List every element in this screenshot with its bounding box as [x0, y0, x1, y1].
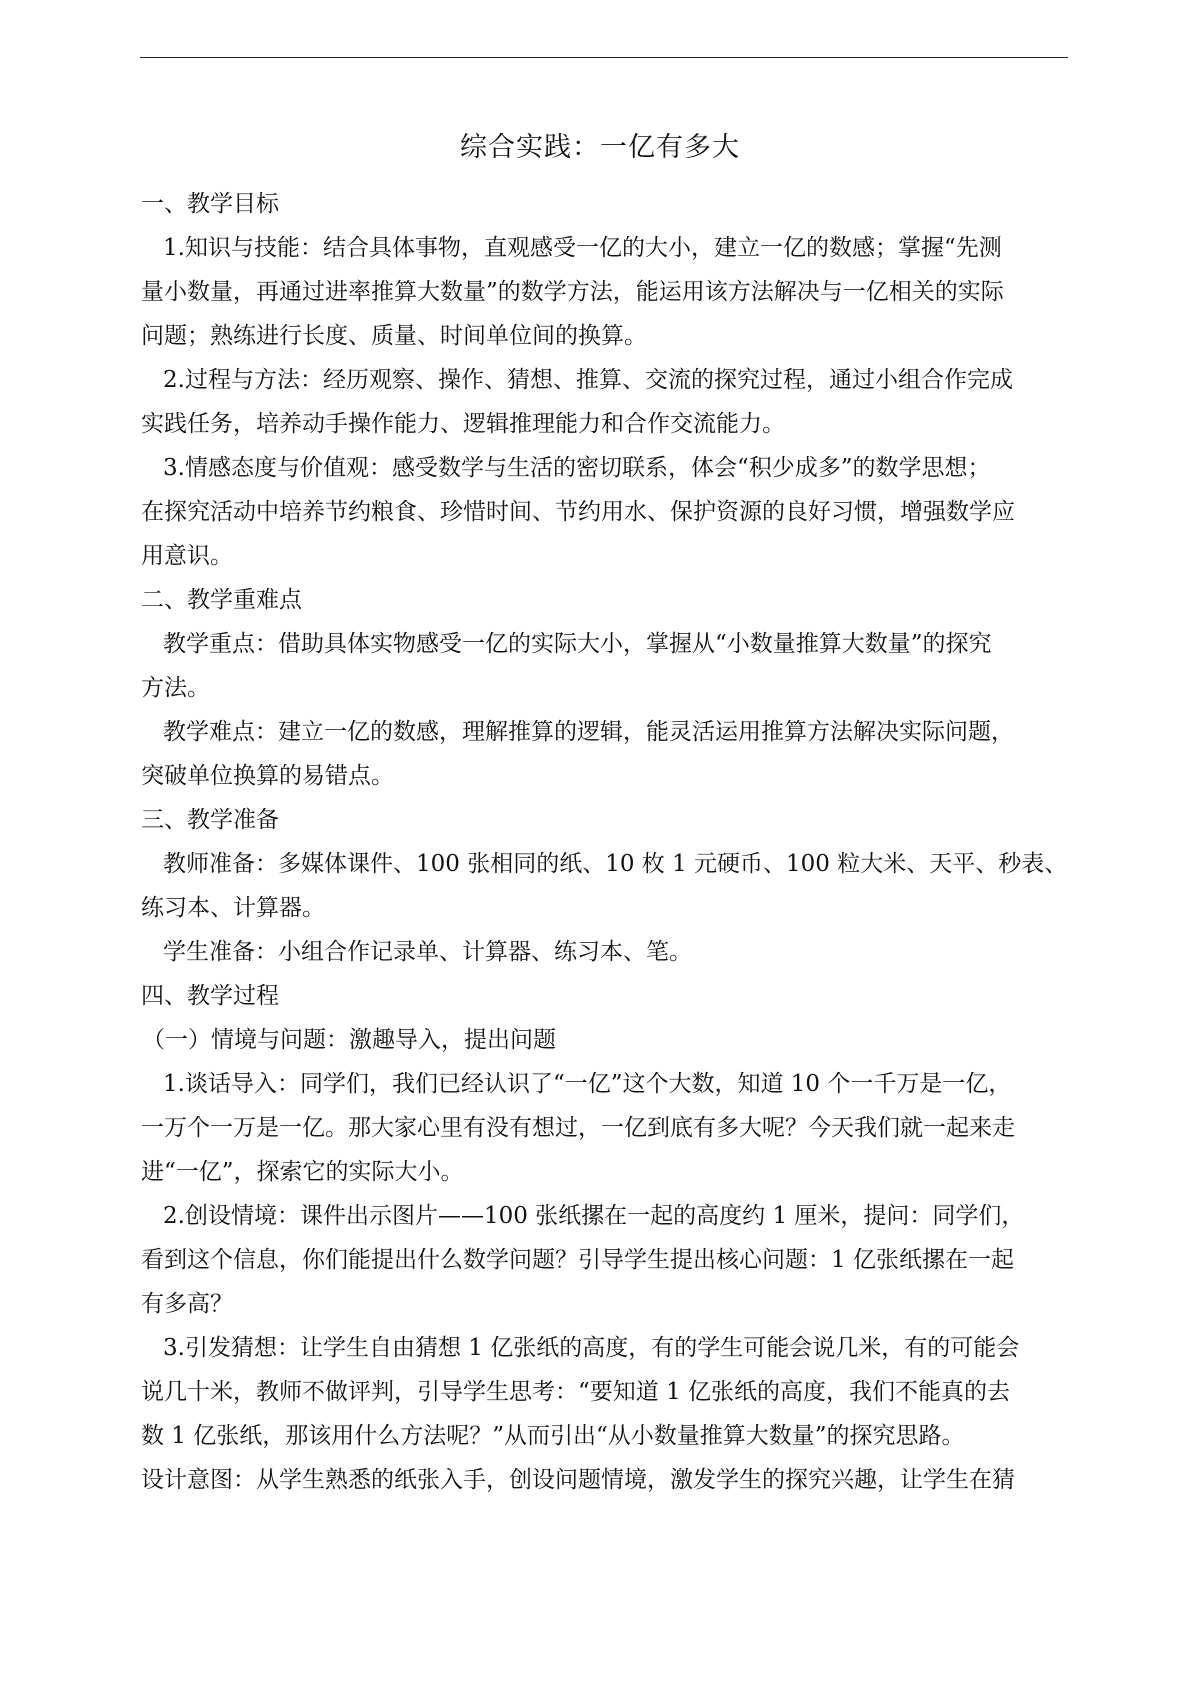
section-heading-preparation: 三、教学准备	[141, 807, 279, 833]
paragraph-line: 进“一亿”，探索它的实际大小。	[141, 1159, 464, 1185]
paragraph-line: 用意识。	[141, 543, 233, 569]
paragraph-line: 问题；熟练进行长度、质量、时间单位间的换算。	[141, 323, 647, 349]
paragraph-line: 在探究活动中培养节约粮食、珍惜时间、节约用水、保护资源的良好习惯，增强数学应	[141, 499, 1015, 525]
paragraph-line: 练习本、计算器。	[141, 895, 325, 921]
section-heading-objectives: 一、教学目标	[141, 191, 279, 217]
paragraph-line: 突破单位换算的易错点。	[141, 763, 394, 789]
paragraph-line: 2.过程与方法：经历观察、操作、猜想、推算、交流的探究过程，通过小组合作完成	[163, 367, 1013, 393]
paragraph-line: 方法。	[141, 675, 210, 701]
paragraph-line: 数 1 亿张纸，那该用什么方法呢？”从而引出“从小数量推算大数量”的探究思路。	[141, 1423, 965, 1449]
paragraph-line: 实践任务，培养动手操作能力、逻辑推理能力和合作交流能力。	[141, 411, 785, 437]
subsection-heading: （一）情境与问题：激趣导入，提出问题	[142, 1027, 556, 1053]
paragraph-line: 1.谈话导入：同学们，我们已经认识了“一亿”这个大数，知道 10 个一千万是一亿，	[163, 1071, 1012, 1097]
paragraph-line: 量小数量，再通过进率推算大数量”的数学方法，能运用该方法解决与一亿相关的实际	[141, 279, 1004, 305]
header-rule	[140, 57, 1068, 58]
paragraph-line: 3.情感态度与价值观：感受数学与生活的密切联系，体会“积少成多”的数学思想；	[163, 455, 991, 481]
section-heading-key-points: 二、教学重难点	[141, 587, 302, 613]
document-title: 综合实践：一亿有多大	[460, 132, 740, 163]
paragraph-line: 1.知识与技能：结合具体事物，直观感受一亿的大小，建立一亿的数感；掌握“先测	[163, 235, 1002, 261]
paragraph-line: 3.引发猜想：让学生自由猜想 1 亿张纸的高度，有的学生可能会说几米，有的可能会	[163, 1335, 1020, 1361]
paragraph-line: 教学难点：建立一亿的数感，理解推算的逻辑，能灵活运用推算方法解决实际问题，	[163, 719, 1014, 745]
paragraph-line: 2.创设情境：课件出示图片——100 张纸摞在一起的高度约 1 厘米，提问：同学们，	[163, 1203, 1025, 1229]
paragraph-line: 教师准备：多媒体课件、100 张相同的纸、10 枚 1 元硬币、100 粒大米、天平、秒表、	[163, 851, 1068, 877]
section-heading-process: 四、教学过程	[141, 983, 279, 1009]
paragraph-line: 看到这个信息，你们能提出什么数学问题？引导学生提出核心问题：1 亿张纸摞在一起	[141, 1247, 1014, 1273]
paragraph-line: 说几十米，教师不做评判，引导学生思考：“要知道 1 亿张纸的高度，我们不能真的去	[141, 1379, 1011, 1405]
paragraph-line: 一万个一万是一亿。那大家心里有没有想过，一亿到底有多大呢？今天我们就一起来走	[141, 1115, 1015, 1141]
paragraph-line: 设计意图：从学生熟悉的纸张入手，创设问题情境，激发学生的探究兴趣，让学生在猜	[141, 1467, 1015, 1493]
paragraph-line: 教学重点：借助具体实物感受一亿的实际大小，掌握从“小数量推算大数量”的探究	[163, 631, 992, 657]
paragraph-line: 有多高？	[141, 1291, 233, 1317]
paragraph-line: 学生准备：小组合作记录单、计算器、练习本、笔。	[163, 939, 692, 965]
